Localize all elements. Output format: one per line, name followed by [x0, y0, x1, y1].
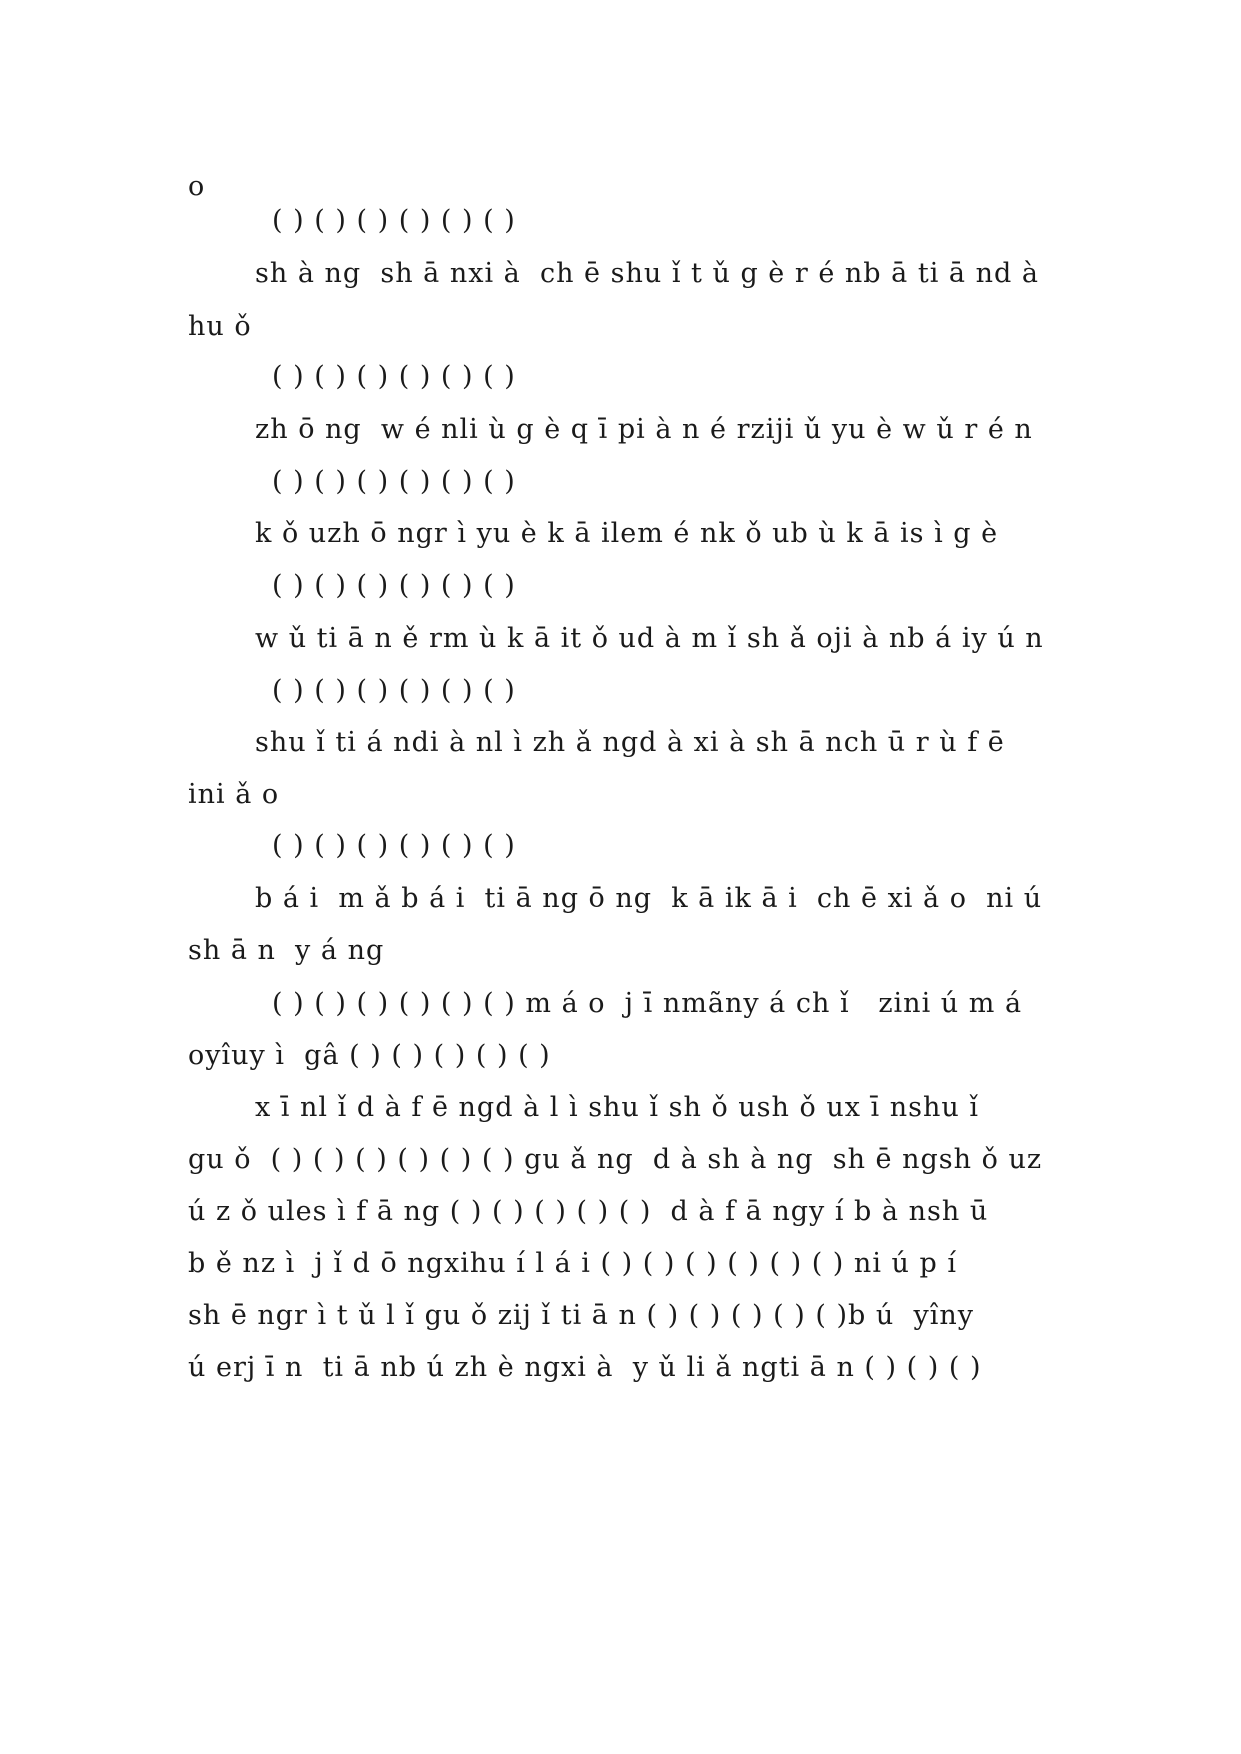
bracket-row: ( ) ( ) ( ) ( ) ( ) ( ) — [272, 570, 516, 601]
pinyin-line: b á i m ǎ b á i ti ā ng ō ng k ā ik ā i ch ē xi ǎ o ni ú — [255, 883, 1043, 914]
mixed-line: b ě nz ì j ǐ d ō ngxihu í l á i ( ) ( ) ( ) ( ) ( ) ( ) ni ú p í — [188, 1248, 958, 1279]
pinyin-line: ini ǎ o — [188, 779, 280, 810]
pinyin-line: x ī nl ǐ d à f ē ngd à l ì shu ǐ sh ǒ ush ǒ ux ī nshu ǐ — [255, 1092, 980, 1123]
mixed-line: oyîuy ì gâ ( ) ( ) ( ) ( ) ( ) — [188, 1040, 551, 1071]
pinyin-line: k ǒ uzh ō ngr ì yu è k ā ilem é nk ǒ ub ù k ā is ì g è — [255, 518, 999, 549]
bracket-row: ( ) ( ) ( ) ( ) ( ) ( ) — [272, 675, 516, 706]
pinyin-line: w ǔ ti ā n ě rm ù k ā it ǒ ud à m ǐ sh ǎ oji à nb á iy ú n — [255, 623, 1044, 654]
pinyin-line: zh ō ng w é nli ù g è q ī pi à n é rziji ǔ yu è w ǔ r é n — [255, 414, 1033, 445]
mixed-line: gu ǒ ( ) ( ) ( ) ( ) ( ) ( ) gu ǎ ng d à sh à ng sh ē ngsh ǒ uz — [188, 1144, 1043, 1175]
pinyin-line: shu ǐ ti á ndi à nl ì zh ǎ ngd à xi à sh ā nch ū r ù f ē — [255, 727, 1005, 758]
bracket-row: ( ) ( ) ( ) ( ) ( ) ( ) — [272, 205, 516, 236]
bracket-row: ( ) ( ) ( ) ( ) ( ) ( ) — [272, 830, 516, 861]
bracket-row: ( ) ( ) ( ) ( ) ( ) ( ) — [272, 361, 516, 392]
mixed-line: sh ē ngr ì t ǔ l ǐ gu ǒ zij ǐ ti ā n ( ) ( ) ( ) ( ) ( )b ú yîny — [188, 1300, 974, 1331]
bracket-row: ( ) ( ) ( ) ( ) ( ) ( ) — [272, 466, 516, 497]
pinyin-line: sh à ng sh ā nxi à ch ē shu ǐ t ǔ g è r é nb ā ti ā nd à — [255, 258, 1039, 289]
mixed-line: ú z ǒ ules ì f ā ng ( ) ( ) ( ) ( ) ( ) d à f ā ngy í b à nsh ū — [188, 1196, 989, 1227]
pinyin-line: sh ā n y á ng — [188, 935, 385, 966]
mixed-line: ú erj ī n ti ā nb ú zh è ngxi à y ǔ li ǎ ngti ā n ( ) ( ) ( ) — [188, 1352, 982, 1383]
text-line: o — [188, 171, 206, 202]
mixed-line: ( ) ( ) ( ) ( ) ( ) ( ) m á o j ī nmãny á ch ǐ zini ú m á — [272, 988, 1023, 1019]
pinyin-line: hu ǒ — [188, 311, 252, 342]
